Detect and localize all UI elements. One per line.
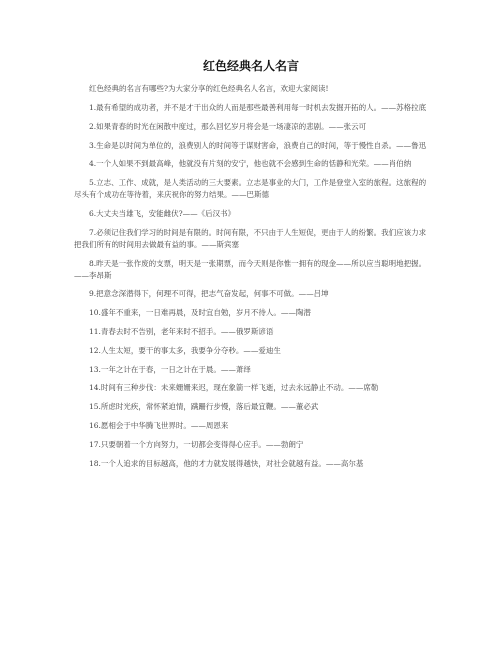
document-title: 红色经典名人名言 [202,59,299,73]
quote-item: 4.一个人如果不到最高峰，他就没有片刻的安宁，他也就不会感到生命的恬静和光荣。——肖伯纳 [89,159,412,169]
quote-item: 6.大丈夫当雄飞，安能雌伏?——《后汉书》 [89,208,236,218]
quote-list [74,102,428,470]
quote-item: 16.愿相会于中华腾飞世界时。——周恩来 [89,420,229,430]
quote-item: 18.一个人追求的目标越高，他的才力就发展得越快，对社会就越有益。——高尔基 [89,458,364,468]
quote-item: 11.青春去时不告别，老年来时不招手。——俄罗斯谚语 [89,326,274,336]
quote-item: 1.最有希望的成功者，并不是才干出众的人而是那些最善利用每一时机去发掘开拓的人。——苏格拉底 [89,103,427,112]
quote-item: 9.把意念深潜得下，何理不可得，把志气奋发起，何事不可做。——吕坤 [89,289,329,299]
quote-item: 8.昨天是一张作废的支票，明天是一张期票，而今天则是你惟一拥有的现金——所以应当聪明地把握。——李昂斯 [74,258,427,280]
quote-item: 13.一年之计在于春，一日之计在于晨。——萧绎 [89,364,251,374]
quote-item: 15.所虑时光疾，常怀紧迫情，蹒跚行步慢，落后最宜鞭。——董必武 [89,402,319,412]
quote-item: 5.立志、工作、成就，是人类活动的三大要素。立志是事业的大门，工作是登堂入室的旅程。这旅程的尽头有个成功在等待着，来庆祝你的努力结果。——巴斯德 [74,178,427,200]
quote-item: 10.盛年不重来，一日难再晨，及时宜自勉，岁月不待人。——陶潜 [89,308,311,318]
quote-item: 2.如果青春的时光在闲散中度过，那么回忆岁月将会是一场凄凉的悲剧。——张云可 [89,121,367,131]
quote-item: 3.生命是以时间为单位的，浪费别人的时间等于谋财害命，浪费自己的时间，等于慢性自杀。——鲁迅 [89,140,427,150]
quote-item: 17.只要朝着一个方向努力，一切都会变得得心应手。——勃朗宁 [89,439,304,449]
intro-paragraph: 红色经典的名言有哪些?为大家分享的红色经典名人名言，欢迎大家阅读! [89,84,329,93]
quote-item: 14.时间有三种步伐：未来姗姗来迟，现在象箭一样飞逝，过去永远静止不动。——席勒 [89,383,379,393]
quote-item: 12.人生太短，要干的事太多，我要争分夺秒。——爱迪生 [89,345,281,355]
quote-item: 7.必须记住我们学习的时间是有限的。时间有限，不只由于人生短促，更由于人的纷繁。我们应该力求把我们所有的时间用去做最有益的事。——斯宾塞 [74,227,427,249]
